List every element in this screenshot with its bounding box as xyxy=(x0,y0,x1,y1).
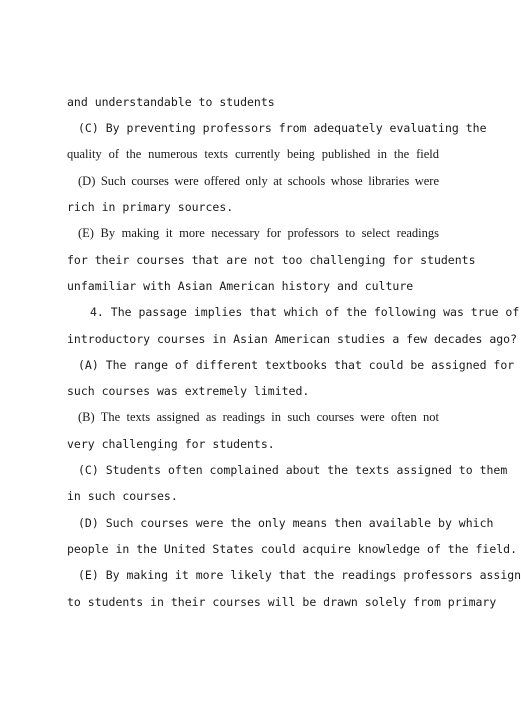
question-4-line-1: 4. The passage implies that which of the following was true of xyxy=(90,305,520,319)
text-line: and understandable to students xyxy=(67,95,275,109)
q4-option-d-line-2: people in the United States could acquire knowledge of the field. xyxy=(67,542,518,556)
option-d-line-1: (D) Such courses were offered only at schools whose libraries were xyxy=(78,174,439,188)
option-c-line-1: (C) By preventing professors from adequately evaluating the xyxy=(78,121,487,135)
q4-option-b-line-2: very challenging for students. xyxy=(67,437,275,451)
question-4-line-2: introductory courses in Asian American studies a few decades ago? xyxy=(67,332,518,346)
option-e-line-3: unfamiliar with Asian American history and culture xyxy=(67,279,414,293)
option-d-line-2: rich in primary sources. xyxy=(67,200,234,214)
q4-option-d-line-1: (D) Such courses were the only means then available by which xyxy=(78,516,494,530)
option-e-line-1: (E) By making it more necessary for professors to select readings xyxy=(78,226,439,240)
q4-option-c-line-2: in such courses. xyxy=(67,489,178,503)
q4-option-a-line-1: (A) The range of different textbooks that could be assigned for xyxy=(78,358,515,372)
option-c-line-2: quality of the numerous texts currently being published in the field xyxy=(67,147,439,161)
q4-option-e-line-2: to students in their courses will be drawn solely from primary xyxy=(67,595,497,609)
q4-option-e-line-1: (E) By making it more likely that the readings professors assign xyxy=(78,568,521,582)
q4-option-a-line-2: such courses was extremely limited. xyxy=(67,384,310,398)
q4-option-c-line-1: (C) Students often complained about the texts assigned to them xyxy=(78,463,508,477)
q4-option-b-line-1: (B) The texts assigned as readings in such courses were often not xyxy=(78,410,439,424)
option-e-line-2: for their courses that are not too challenging for students xyxy=(67,253,476,267)
